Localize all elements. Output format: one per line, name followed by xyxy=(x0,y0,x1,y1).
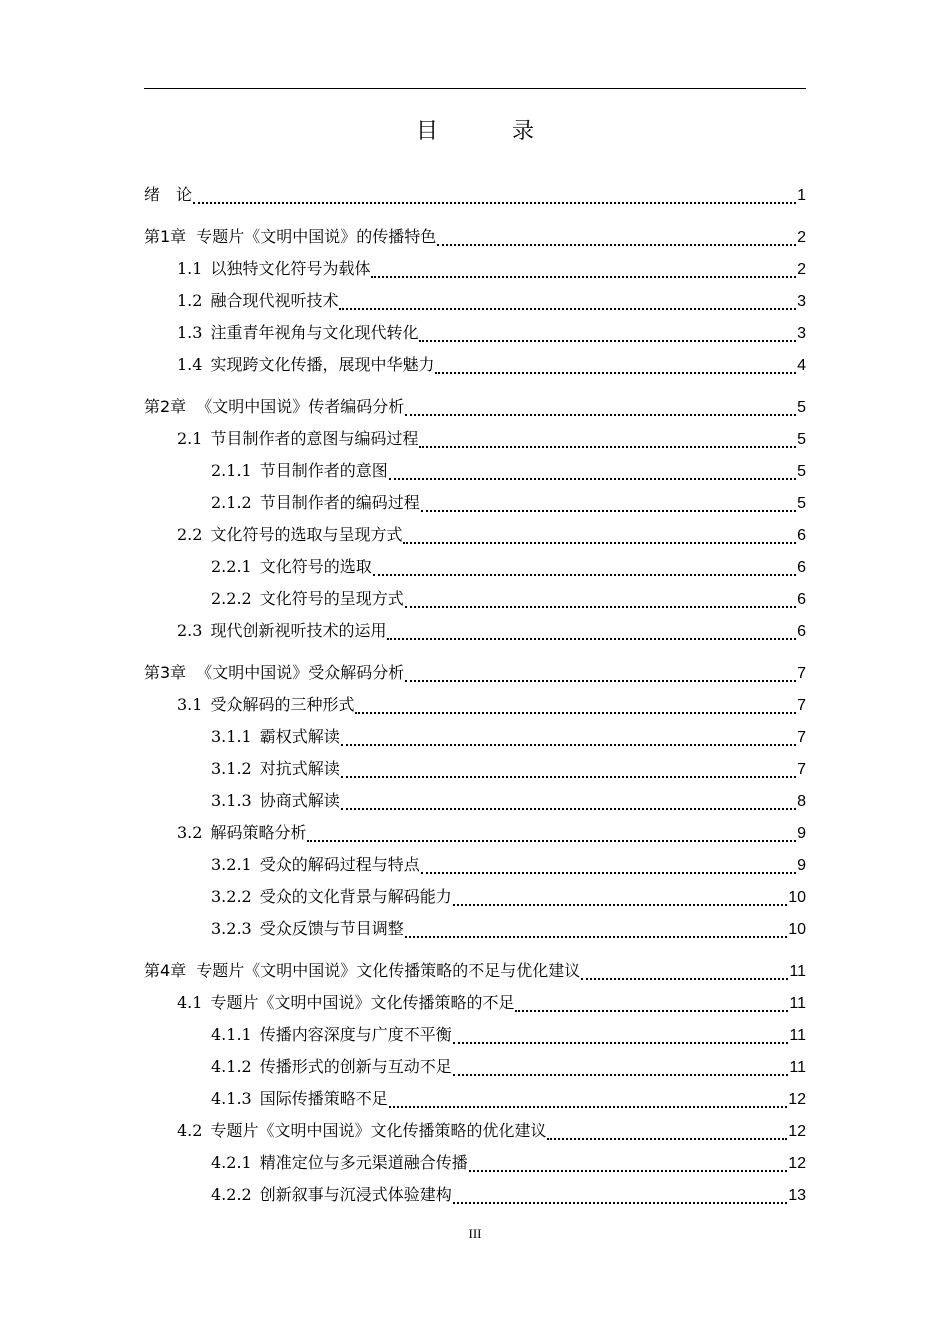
toc-entry-text: 国际传播策略不足 xyxy=(259,1089,388,1108)
toc-entry-page: 9 xyxy=(797,825,806,842)
toc-entry-number: 2.1.1 xyxy=(211,461,252,480)
page-number: III xyxy=(468,1226,482,1241)
toc-entry[interactable] xyxy=(211,490,806,516)
toc-entry-text: 精准定位与多元渠道融合传播 xyxy=(259,1153,468,1172)
toc-entry-title xyxy=(211,1150,468,1176)
toc-entry-text: 文化符号的呈现方式 xyxy=(259,589,404,608)
dot-leader xyxy=(515,1008,788,1012)
dot-leader xyxy=(419,444,796,448)
toc-entry-text: 受众反馈与节目调整 xyxy=(259,919,404,938)
toc-entry-title xyxy=(144,182,192,208)
dot-leader xyxy=(403,540,796,544)
toc-entry-page: 2 xyxy=(797,261,806,278)
toc-entry-text: 解码策略分析 xyxy=(210,823,307,842)
toc-entry[interactable] xyxy=(211,1182,806,1208)
toc-entry-title xyxy=(177,820,306,846)
dot-leader xyxy=(547,1136,787,1140)
toc-entry-text: 融合现代视听技术 xyxy=(210,291,339,310)
toc-entry-text: 传播形式的创新与互动不足 xyxy=(259,1057,452,1076)
toc-entry-page: 1 xyxy=(797,187,806,204)
toc-entry[interactable] xyxy=(144,660,806,686)
toc-entry-title xyxy=(211,554,372,580)
toc-entry[interactable] xyxy=(177,352,806,378)
toc-entry-text: 受众的解码过程与特点 xyxy=(259,855,420,874)
toc-entry-number: 4.2.1 xyxy=(211,1153,252,1172)
toc-entry[interactable] xyxy=(211,884,806,910)
toc-entry-number: 3.2.3 xyxy=(211,919,252,938)
toc-entry-page: 3 xyxy=(797,325,806,342)
toc-entry-title xyxy=(177,1118,546,1144)
toc-entry-title xyxy=(211,458,388,484)
dot-leader xyxy=(341,806,796,810)
toc-entry-page: 5 xyxy=(797,399,806,416)
toc-entry-page: 11 xyxy=(789,995,806,1012)
toc-entry-number: 2.3 xyxy=(177,621,203,640)
dot-leader xyxy=(581,976,788,980)
toc-entry-number: 第2章 xyxy=(144,397,187,416)
toc-entry-number: 4.1.3 xyxy=(211,1089,252,1108)
dot-leader xyxy=(453,1200,787,1204)
toc-entry-title xyxy=(211,852,420,878)
toc-entry-title xyxy=(177,618,386,644)
toc-entry-page: 6 xyxy=(797,559,806,576)
toc-entry-text: 《文明中国说》受众解码分析 xyxy=(196,663,405,682)
toc-entry[interactable] xyxy=(144,224,806,250)
toc-entry-title xyxy=(177,320,418,346)
dot-leader xyxy=(193,200,796,204)
dot-leader xyxy=(307,838,796,842)
toc-entry-page: 2 xyxy=(797,229,806,246)
toc-entry-page: 7 xyxy=(797,729,806,746)
toc-entry-page: 12 xyxy=(788,1123,806,1140)
toc-entry-number: 4.2.2 xyxy=(211,1185,252,1204)
toc-entry[interactable] xyxy=(177,990,806,1016)
dot-leader xyxy=(453,1072,789,1076)
toc-entry[interactable] xyxy=(177,692,806,718)
toc-entry-number: 3.2.1 xyxy=(211,855,252,874)
toc-entry[interactable] xyxy=(211,1054,806,1080)
dot-leader xyxy=(389,476,796,480)
toc-entry-title xyxy=(211,916,404,942)
toc-entry[interactable] xyxy=(211,756,806,782)
dot-leader xyxy=(405,604,796,608)
dot-leader xyxy=(435,370,796,374)
toc-entry-title xyxy=(177,288,338,314)
toc-entry-page: 9 xyxy=(797,857,806,874)
toc-entry[interactable] xyxy=(177,522,806,548)
dot-leader xyxy=(387,636,796,640)
toc-entry-page: 7 xyxy=(797,697,806,714)
toc-entry[interactable] xyxy=(211,916,806,942)
toc-entry[interactable] xyxy=(211,852,806,878)
toc-entry-text: 传播内容深度与广度不平衡 xyxy=(259,1025,452,1044)
toc-entry-text: 霸权式解读 xyxy=(259,727,340,746)
toc-entry-number: 4.1.2 xyxy=(211,1057,252,1076)
dot-leader xyxy=(405,678,796,682)
toc-entry-title xyxy=(177,256,370,282)
toc-entry-page: 6 xyxy=(797,623,806,640)
toc-entry[interactable] xyxy=(177,820,806,846)
toc-entry-page: 7 xyxy=(797,761,806,778)
toc-entry[interactable] xyxy=(177,256,806,282)
toc-entry-text: 现代创新视听技术的运用 xyxy=(210,621,387,640)
toc-entry-number: 3.1 xyxy=(177,695,203,714)
dot-leader xyxy=(371,274,796,278)
toc-entry[interactable] xyxy=(177,1118,806,1144)
toc-entry[interactable] xyxy=(144,958,806,984)
toc-entry-text: 以独特文化符号为载体 xyxy=(210,259,371,278)
toc-entry-page: 5 xyxy=(797,495,806,512)
toc-entry-page: 12 xyxy=(788,1155,806,1172)
toc-entry-page: 11 xyxy=(789,1059,806,1076)
toc-entry-title xyxy=(144,394,404,420)
toc-entry-number: 1.1 xyxy=(177,259,203,278)
dot-leader xyxy=(437,242,796,246)
dot-leader xyxy=(355,710,796,714)
toc-entry[interactable] xyxy=(211,1086,806,1112)
dot-leader xyxy=(373,572,796,576)
toc-entry-text: 专题片《文明中国说》文化传播策略的不足与优化建议 xyxy=(196,961,581,980)
dot-leader xyxy=(341,774,796,778)
toc-entry-title xyxy=(177,426,418,452)
toc-entry-title xyxy=(144,660,404,686)
header-rule xyxy=(144,88,806,89)
toc-entry-title xyxy=(177,352,434,378)
toc-entry-page: 8 xyxy=(797,793,806,810)
toc-entry-title xyxy=(211,490,420,516)
toc-entry-number: 4.2 xyxy=(177,1121,203,1140)
toc-entry-text: 受众的文化背景与解码能力 xyxy=(259,887,452,906)
dot-leader xyxy=(341,742,796,746)
dot-leader xyxy=(405,412,796,416)
toc-entry-title xyxy=(177,692,354,718)
toc-entry-title xyxy=(144,958,580,984)
toc-entry-page: 11 xyxy=(789,1027,806,1044)
toc-entry-text: 协商式解读 xyxy=(259,791,340,810)
toc-entry[interactable] xyxy=(211,458,806,484)
toc-entry-text: 对抗式解读 xyxy=(259,759,340,778)
toc-entry-number: 第1章 xyxy=(144,227,187,246)
toc-entry-page: 5 xyxy=(797,431,806,448)
toc-title: 目 录 xyxy=(415,119,560,144)
toc-entry-title xyxy=(211,1182,452,1208)
toc-entry-title xyxy=(211,1022,452,1048)
toc-entry-page: 10 xyxy=(788,921,806,938)
toc-entry[interactable] xyxy=(144,394,806,420)
toc-entry[interactable] xyxy=(211,1150,806,1176)
toc-entry-page: 11 xyxy=(789,963,806,980)
dot-leader xyxy=(453,1040,789,1044)
toc-entry-text: 节目制作者的意图 xyxy=(259,461,388,480)
toc-entry-number: 2.1 xyxy=(177,429,203,448)
toc-entry-title xyxy=(177,990,514,1016)
toc-entry-number: 2.1.2 xyxy=(211,493,252,512)
toc-entry-page: 3 xyxy=(797,293,806,310)
toc-entry-number: 3.2 xyxy=(177,823,203,842)
toc-entry-title xyxy=(177,522,402,548)
toc-entry-title xyxy=(211,788,340,814)
toc-entry-title xyxy=(211,756,340,782)
dot-leader xyxy=(453,902,787,906)
dot-leader xyxy=(421,508,796,512)
toc-entry-number: 2.2.1 xyxy=(211,557,252,576)
toc-entry-title xyxy=(144,224,436,250)
toc-entry-number: 3.1.3 xyxy=(211,791,252,810)
toc-entry-number: 3.2.2 xyxy=(211,887,252,906)
toc-entry-number: 1.4 xyxy=(177,355,203,374)
dot-leader xyxy=(339,306,796,310)
toc-entry-text: 专题片《文明中国说》文化传播策略的优化建议 xyxy=(210,1121,547,1140)
toc-entry-text: 文化符号的选取与呈现方式 xyxy=(210,525,403,544)
toc-entry[interactable] xyxy=(211,554,806,580)
toc-entry-page: 6 xyxy=(797,527,806,544)
toc-entry-page: 10 xyxy=(788,889,806,906)
toc-entry-number: 3.1.1 xyxy=(211,727,252,746)
toc-entry[interactable] xyxy=(211,724,806,750)
toc-entry-number: 1.2 xyxy=(177,291,203,310)
toc-entry-page: 4 xyxy=(797,357,806,374)
toc-entry-number: 第3章 xyxy=(144,663,187,682)
toc-entry[interactable] xyxy=(211,788,806,814)
dot-leader xyxy=(469,1168,787,1172)
toc-entry-text: 受众解码的三种形式 xyxy=(210,695,355,714)
toc-entry-page: 12 xyxy=(788,1091,806,1108)
toc-entry-title xyxy=(211,724,340,750)
toc-entry-title xyxy=(211,1054,452,1080)
dot-leader xyxy=(419,338,796,342)
toc-entry-number: 2.2.2 xyxy=(211,589,252,608)
toc-entry-title xyxy=(211,586,404,612)
toc-entry-number: 3.1.2 xyxy=(211,759,252,778)
toc-entry-text: 专题片《文明中国说》的传播特色 xyxy=(196,227,437,246)
toc-entry-text: 专题片《文明中国说》文化传播策略的不足 xyxy=(210,993,515,1012)
toc-entry-number: 第4章 xyxy=(144,961,187,980)
toc-entry[interactable] xyxy=(144,182,806,208)
toc-entry-page: 13 xyxy=(788,1187,806,1204)
toc-entry-text: 节目制作者的编码过程 xyxy=(259,493,420,512)
toc-entry-text: 注重青年视角与文化现代转化 xyxy=(210,323,419,342)
toc-entry-title xyxy=(211,884,452,910)
toc-entry[interactable] xyxy=(177,618,806,644)
dot-leader xyxy=(389,1104,787,1108)
toc-entry-text: 创新叙事与沉浸式体验建构 xyxy=(259,1185,452,1204)
toc-entry-number: 绪 论 xyxy=(144,185,193,204)
toc-entry-page: 5 xyxy=(797,463,806,480)
toc-entry[interactable] xyxy=(211,586,806,612)
toc-entry-number: 2.2 xyxy=(177,525,203,544)
toc-entry-page: 6 xyxy=(797,591,806,608)
toc-entry-page: 7 xyxy=(797,665,806,682)
dot-leader xyxy=(405,934,787,938)
toc-entry-number: 4.1.1 xyxy=(211,1025,252,1044)
toc-entry-text: 文化符号的选取 xyxy=(259,557,372,576)
toc-entry[interactable] xyxy=(177,288,806,314)
toc-entry-text: 《文明中国说》传者编码分析 xyxy=(196,397,405,416)
toc-entry-number: 4.1 xyxy=(177,993,203,1012)
toc-entry-text: 节目制作者的意图与编码过程 xyxy=(210,429,419,448)
toc-entry-title xyxy=(211,1086,388,1112)
dot-leader xyxy=(421,870,796,874)
toc-entry-number: 1.3 xyxy=(177,323,203,342)
toc-entry-text: 实现跨文化传播，展现中华魅力 xyxy=(210,355,435,374)
toc-entry[interactable] xyxy=(177,320,806,346)
toc-entry[interactable] xyxy=(177,426,806,452)
toc-entry[interactable] xyxy=(211,1022,806,1048)
